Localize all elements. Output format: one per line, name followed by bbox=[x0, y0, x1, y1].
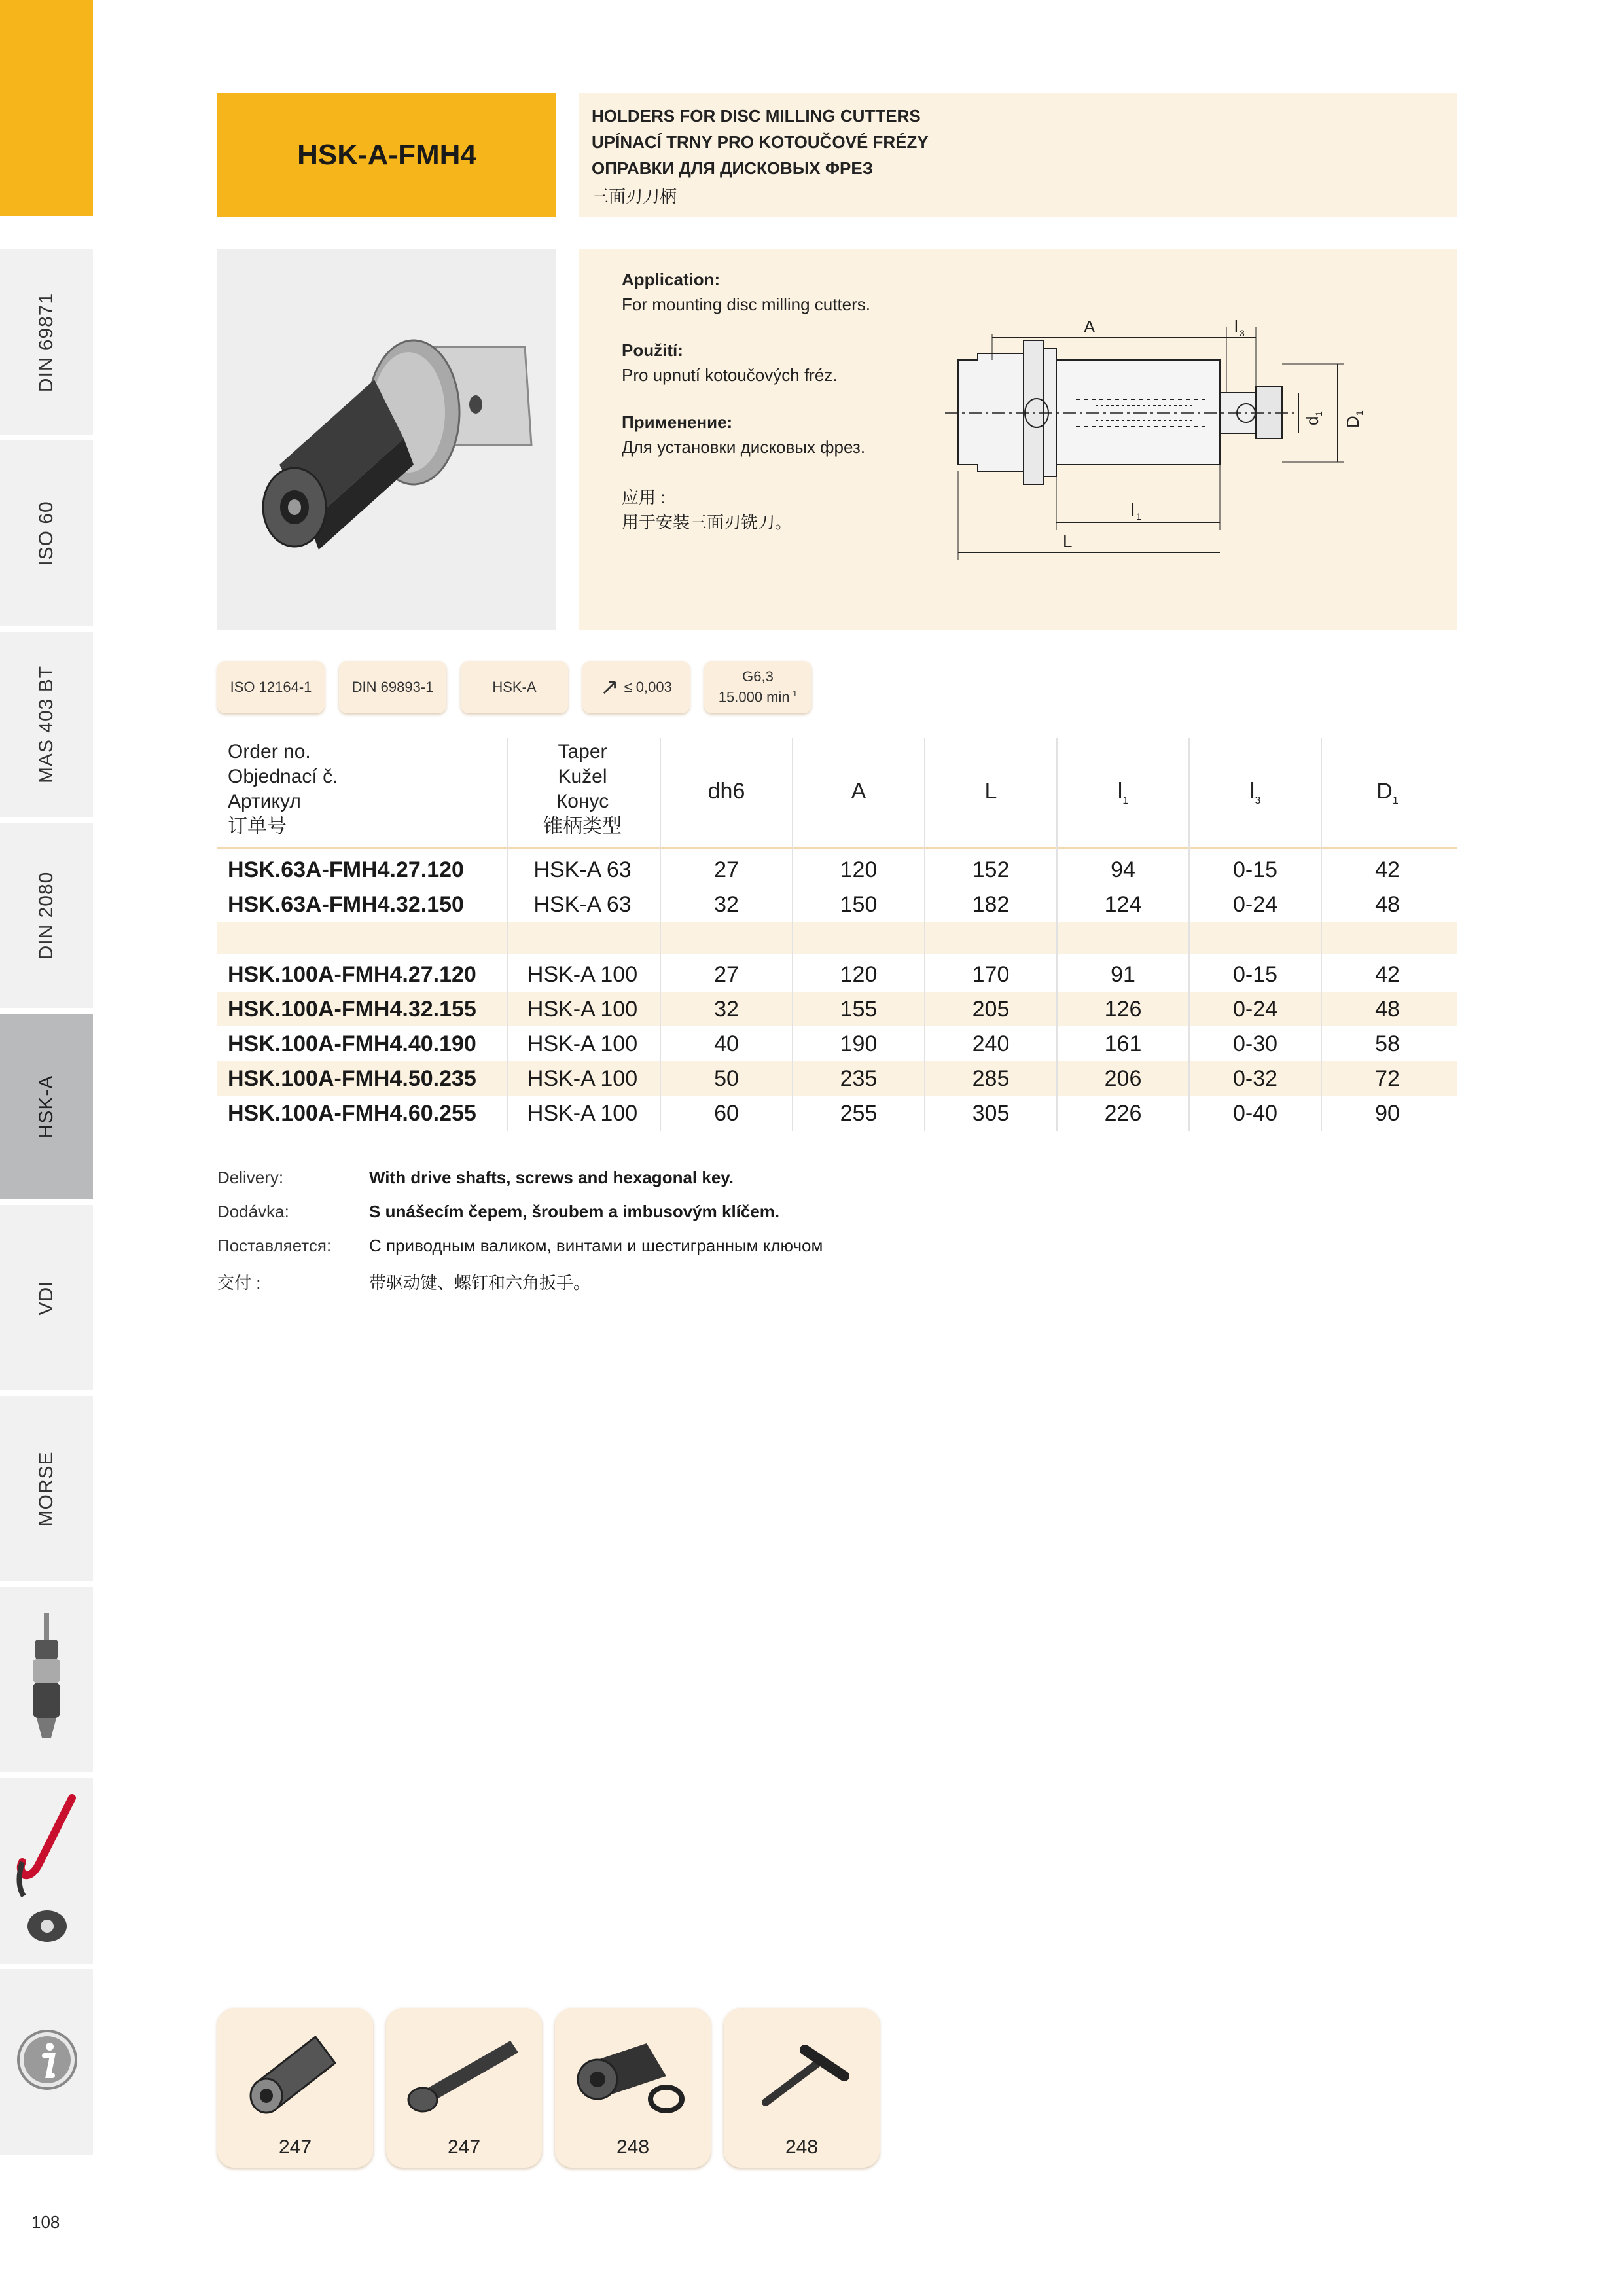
column-divider bbox=[507, 738, 508, 1131]
dim-label-l1: l bbox=[1131, 500, 1135, 520]
chip-runout bbox=[582, 661, 690, 713]
dim-label-l1-sub: 1 bbox=[1136, 511, 1141, 522]
cell-L: 152 bbox=[972, 857, 1010, 882]
table-group-spacer bbox=[217, 922, 1457, 954]
cell-L: 170 bbox=[972, 962, 1010, 987]
cell-taper: HSK-A 100 bbox=[527, 1066, 638, 1091]
column-divider bbox=[1188, 738, 1190, 1131]
cell-taper: HSK-A 63 bbox=[533, 892, 632, 917]
side-tab-info[interactable] bbox=[0, 1967, 93, 2155]
header-order-cs: Objednací č. bbox=[228, 766, 338, 787]
cell-order: HSK.100A-FMH4.40.190 bbox=[228, 1031, 476, 1056]
cell-A: 155 bbox=[840, 997, 878, 1022]
chip-iso-standard: ISO 12164-1 bbox=[217, 661, 325, 713]
accessory-hex-key[interactable] bbox=[724, 2008, 880, 2168]
table-row[interactable] bbox=[217, 1061, 1457, 1096]
dim-label-A: A bbox=[1084, 317, 1096, 336]
cell-L: 305 bbox=[972, 1101, 1010, 1126]
delivery-value-en: With drive shafts, screws and hexagonal key. bbox=[369, 1168, 734, 1187]
drive-key-icon bbox=[243, 2024, 348, 2122]
dim-label-d1-sub: 1 bbox=[1313, 411, 1324, 416]
dim-label-l3: l bbox=[1234, 317, 1238, 336]
side-tab-label: HSK-A bbox=[35, 1075, 57, 1138]
side-accent-block bbox=[0, 0, 93, 216]
accessory-page-number: 247 bbox=[278, 2136, 312, 2158]
cell-D1: 42 bbox=[1375, 962, 1400, 987]
column-divider bbox=[1056, 738, 1058, 1131]
header-taper-en: Taper bbox=[558, 741, 607, 762]
side-tab-vdi[interactable] bbox=[0, 1203, 93, 1390]
cell-l1: 126 bbox=[1104, 997, 1142, 1022]
cell-taper: HSK-A 100 bbox=[527, 1031, 638, 1056]
cell-l1: 226 bbox=[1104, 1101, 1142, 1126]
header-D1-main: D bbox=[1376, 779, 1393, 804]
dim-label-D1: D bbox=[1343, 416, 1363, 428]
table-row[interactable] bbox=[217, 852, 1457, 887]
cell-D1: 58 bbox=[1375, 1031, 1400, 1056]
application-heading-en: Application: bbox=[622, 270, 721, 289]
cell-l3: 0-24 bbox=[1232, 892, 1278, 917]
description-line-zh: 三面刃刀柄 bbox=[592, 187, 677, 206]
delivery-label-zh: 交付 : bbox=[217, 1273, 261, 1293]
header-l3-main: l bbox=[1249, 779, 1255, 804]
chip-balance bbox=[704, 661, 812, 713]
delivery-value-ru: С приводным валиком, винтами и шестигранным ключом bbox=[369, 1236, 823, 1255]
table-row[interactable] bbox=[217, 1096, 1457, 1130]
chip-din-standard: DIN 69893-1 bbox=[339, 661, 446, 713]
cell-L: 182 bbox=[972, 892, 1010, 917]
screw-icon bbox=[399, 2028, 530, 2113]
balance-speed: 15.000 min bbox=[718, 689, 790, 706]
accessory-screw[interactable] bbox=[386, 2008, 542, 2168]
header-D1-sub: 1 bbox=[1392, 795, 1399, 806]
side-tab-label: ISO 60 bbox=[35, 500, 57, 566]
cell-D1: 72 bbox=[1375, 1066, 1400, 1091]
cell-l3: 0-32 bbox=[1232, 1066, 1278, 1091]
runout-arrow-icon: ↗ bbox=[600, 675, 619, 700]
dim-label-L: L bbox=[1063, 531, 1073, 551]
cell-l3: 0-30 bbox=[1232, 1031, 1278, 1056]
cell-taper: HSK-A 100 bbox=[527, 997, 638, 1022]
cell-l1: 94 bbox=[1111, 857, 1135, 882]
cell-dh6: 32 bbox=[714, 997, 739, 1022]
cell-l1: 124 bbox=[1104, 892, 1142, 917]
accessory-nut-and-ring[interactable] bbox=[555, 2008, 711, 2168]
info-icon bbox=[16, 2028, 79, 2091]
side-tab-label: MAS 403 BT bbox=[35, 665, 57, 783]
application-text-zh: 用于安装三面刃铣刀。 bbox=[622, 512, 793, 532]
dim-label-d1: d bbox=[1302, 416, 1322, 425]
product-title: HSK-A-FMH4 bbox=[217, 93, 556, 217]
cell-A: 235 bbox=[840, 1066, 878, 1091]
drill-chuck-icon bbox=[24, 1613, 69, 1744]
cell-order: HSK.100A-FMH4.27.120 bbox=[228, 962, 476, 987]
cell-l3: 0-15 bbox=[1232, 962, 1278, 987]
side-tab-label: DIN 69871 bbox=[35, 292, 57, 392]
cell-L: 285 bbox=[972, 1066, 1010, 1091]
side-tab-label: VDI bbox=[35, 1280, 57, 1316]
table-row[interactable] bbox=[217, 1026, 1457, 1061]
delivery-value-cs: S unášecím čepem, šroubem a imbusovým klíčem. bbox=[369, 1202, 780, 1221]
header-taper-ru: Конус bbox=[556, 791, 609, 812]
application-heading-cs: Použití: bbox=[622, 340, 683, 360]
cell-A: 120 bbox=[840, 962, 878, 987]
application-heading-zh: 应用 : bbox=[622, 488, 666, 507]
accessory-page-number: 248 bbox=[616, 2136, 650, 2158]
cell-l3: 0-40 bbox=[1232, 1101, 1278, 1126]
cell-order: HSK.100A-FMH4.50.235 bbox=[228, 1066, 476, 1091]
header-taper-zh: 锥柄类型 bbox=[543, 816, 622, 837]
product-description-box bbox=[579, 93, 1457, 217]
header-L: L bbox=[984, 779, 997, 804]
header-l3-sub: 3 bbox=[1255, 795, 1261, 806]
delivery-label-ru: Поставляется: bbox=[217, 1236, 332, 1255]
taper-header bbox=[543, 740, 622, 839]
header-order-ru: Артикул bbox=[228, 791, 301, 812]
cell-dh6: 60 bbox=[714, 1101, 739, 1126]
header-taper-cs: Kužel bbox=[558, 766, 607, 787]
side-tab-hsk-a[interactable] bbox=[0, 1012, 93, 1199]
cell-dh6: 32 bbox=[714, 892, 739, 917]
header-D1 bbox=[1376, 779, 1398, 807]
description-line-cs: UPÍNACÍ TRNY PRO KOTOUČOVÉ FRÉZY bbox=[592, 132, 929, 152]
runout-value: ≤ 0,003 bbox=[624, 679, 672, 695]
cell-order: HSK.100A-FMH4.32.155 bbox=[228, 997, 476, 1022]
side-tab-din-2080[interactable] bbox=[0, 821, 93, 1008]
header-order-zh: 订单号 bbox=[228, 816, 287, 837]
dim-label-D1-sub: 1 bbox=[1354, 410, 1364, 416]
header-A: A bbox=[851, 779, 866, 804]
cell-L: 205 bbox=[972, 997, 1010, 1022]
cell-dh6: 50 bbox=[714, 1066, 739, 1091]
delivery-label-cs: Dodávka: bbox=[217, 1202, 289, 1221]
header-dh6: dh6 bbox=[707, 779, 745, 804]
cell-l3: 0-24 bbox=[1232, 997, 1278, 1022]
column-divider bbox=[1321, 738, 1322, 1131]
accessory-drive-key[interactable] bbox=[217, 2008, 373, 2168]
side-tab-morse[interactable] bbox=[0, 1394, 93, 1581]
cell-l1: 91 bbox=[1111, 962, 1135, 987]
side-tab-iso-60[interactable] bbox=[0, 439, 93, 626]
header-l1-main: l bbox=[1117, 779, 1123, 804]
header-l1-sub: 1 bbox=[1122, 795, 1129, 806]
cell-A: 190 bbox=[840, 1031, 878, 1056]
cell-dh6: 40 bbox=[714, 1031, 739, 1056]
description-line-en: HOLDERS FOR DISC MILLING CUTTERS bbox=[592, 106, 921, 126]
cell-l1: 161 bbox=[1104, 1031, 1142, 1056]
cell-D1: 42 bbox=[1375, 857, 1400, 882]
table-row[interactable] bbox=[217, 992, 1457, 1026]
side-tab-din-69871[interactable] bbox=[0, 247, 93, 435]
page-number: 108 bbox=[31, 2212, 60, 2232]
table-row[interactable] bbox=[217, 887, 1457, 922]
column-divider bbox=[792, 738, 793, 1131]
cell-dh6: 27 bbox=[714, 962, 739, 987]
cell-A: 255 bbox=[840, 1101, 878, 1126]
accessory-page-number: 247 bbox=[447, 2136, 481, 2158]
delivery-label-en: Delivery: bbox=[217, 1168, 284, 1187]
application-panel bbox=[579, 249, 1457, 630]
column-divider bbox=[924, 738, 925, 1131]
cell-taper: HSK-A 100 bbox=[527, 962, 638, 987]
application-text-en: For mounting disc milling cutters. bbox=[622, 295, 871, 314]
dim-label-l3-sub: 3 bbox=[1240, 328, 1245, 338]
product-photo bbox=[217, 249, 556, 630]
cell-order: HSK.63A-FMH4.27.120 bbox=[228, 857, 464, 882]
cell-D1: 90 bbox=[1375, 1101, 1400, 1126]
technical-drawing bbox=[919, 275, 1442, 615]
side-tab-drill-chuck[interactable] bbox=[0, 1585, 93, 1772]
cell-A: 120 bbox=[840, 857, 878, 882]
cell-L: 240 bbox=[972, 1031, 1010, 1056]
application-heading-ru: Применение: bbox=[622, 412, 733, 432]
table-row[interactable] bbox=[217, 957, 1457, 992]
header-l1 bbox=[1118, 779, 1128, 807]
cell-taper: HSK-A 63 bbox=[533, 857, 632, 882]
chip-hsk-type: HSK-A bbox=[461, 661, 568, 713]
delivery-value-zh: 带驱动键、螺钉和六角扳手。 bbox=[369, 1273, 591, 1293]
cell-l3: 0-15 bbox=[1232, 857, 1278, 882]
order-number-header bbox=[228, 740, 338, 839]
description-line-ru: ОПРАВКИ ДЛЯ ДИСКОВЫХ ФРЕЗ bbox=[592, 158, 874, 178]
tool-holder-image bbox=[217, 249, 556, 630]
header-l3 bbox=[1250, 779, 1260, 807]
hook-wrench-icon bbox=[13, 1791, 79, 1955]
cell-A: 150 bbox=[840, 892, 878, 917]
balance-grade: G6,3 bbox=[742, 668, 774, 685]
nut-and-ring-icon bbox=[568, 2024, 699, 2122]
hex-key-icon bbox=[740, 2024, 864, 2122]
column-divider bbox=[660, 738, 661, 1131]
side-tab-label: MORSE bbox=[35, 1450, 57, 1527]
cell-order: HSK.100A-FMH4.60.255 bbox=[228, 1101, 476, 1126]
cell-l1: 206 bbox=[1104, 1066, 1142, 1091]
side-tab-mas-403-bt[interactable] bbox=[0, 630, 93, 817]
side-tab-hook-wrench[interactable] bbox=[0, 1776, 93, 1964]
cell-order: HSK.63A-FMH4.32.150 bbox=[228, 892, 464, 917]
application-text-cs: Pro upnutí kotoučových fréz. bbox=[622, 365, 838, 385]
side-tab-label: DIN 2080 bbox=[35, 871, 57, 960]
balance-speed-unit: -1 bbox=[789, 689, 798, 699]
cell-dh6: 27 bbox=[714, 857, 739, 882]
cell-taper: HSK-A 100 bbox=[527, 1101, 638, 1126]
cell-D1: 48 bbox=[1375, 892, 1400, 917]
table-header-divider bbox=[217, 847, 1457, 849]
header-order-en: Order no. bbox=[228, 741, 311, 762]
cell-D1: 48 bbox=[1375, 997, 1400, 1022]
accessory-page-number: 248 bbox=[785, 2136, 819, 2158]
application-text-ru: Для установки дисковых фрез. bbox=[622, 437, 866, 457]
